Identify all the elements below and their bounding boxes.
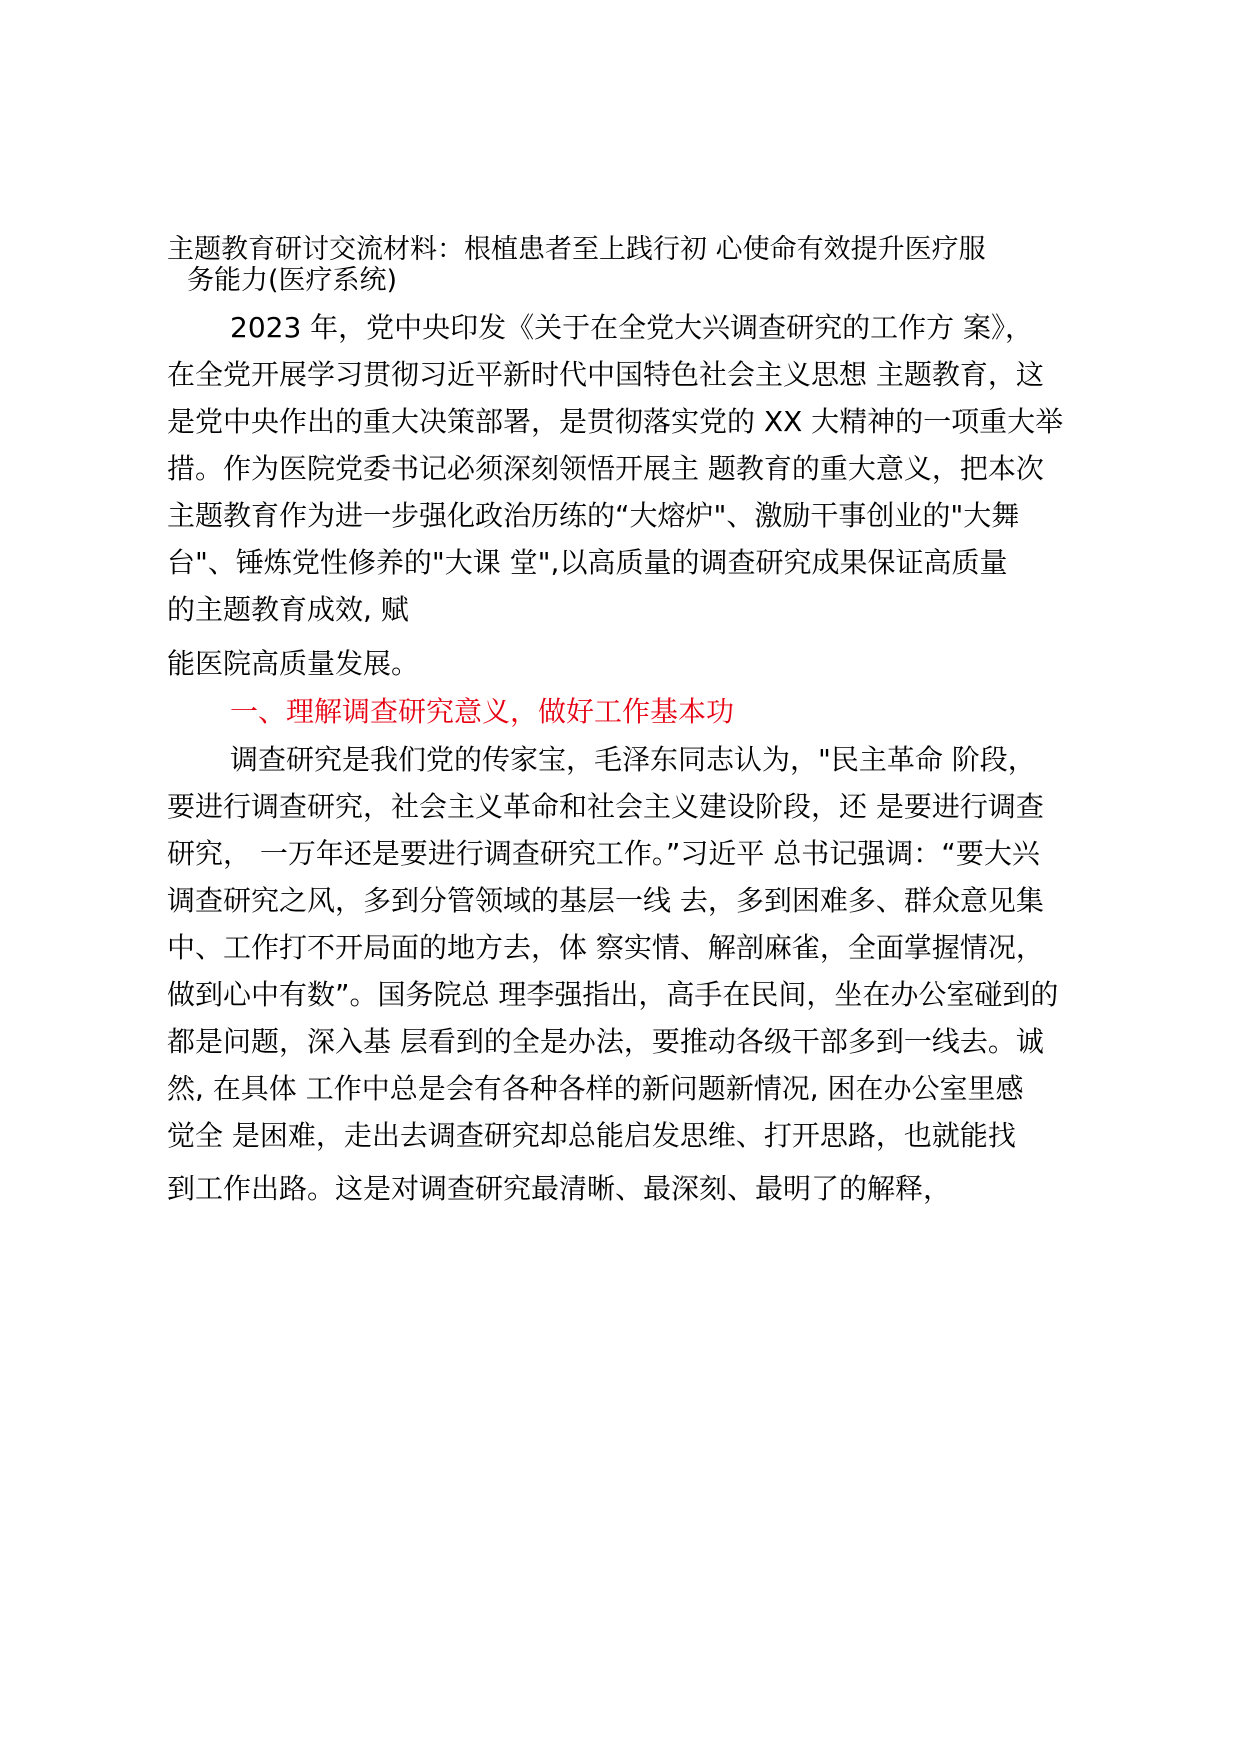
paragraph-line: 台"、锤炼党性修养的"大课 堂",以高质量的调查研究成果保证高质量 (167, 546, 1008, 579)
paragraph-line: 是党中央作出的重大决策部署，是贯彻落实党的 XX 大精神的一项重大举 (167, 405, 1064, 438)
paragraph-line: 主题教育作为进一步强化政治历练的“大熔炉"、激励干事创业的"大舞 (167, 499, 1020, 532)
paragraph-line: 到工作出路。这是对调查研究最清晰、最深刻、最明了的解释， (167, 1172, 952, 1205)
paragraph-line: 能医院高质量发展。 (167, 647, 420, 680)
paragraph-line: 然, 在具体 工作中总是会有各种各样的新问题新情况, 困在办公室里感 (167, 1072, 1024, 1105)
paragraph-line: 在全党开展学习贯彻习近平新时代中国特色社会主义思想 主题教育，这 (167, 358, 1044, 391)
paragraph-line: 研究， 一万年还是要进行调查研究工作。”习近平 总书记强调：“要大兴 (167, 837, 1040, 870)
document-title-line-2: 务能力(医疗系统) (187, 265, 398, 296)
paragraph-line: 中、工作打不开局面的地方去，体 察实情、解剖麻雀，全面掌握情况， (167, 931, 1044, 964)
paragraph-line: 2023 年，党中央印发《关于在全党大兴调查研究的工作方 案》， (230, 311, 1034, 344)
paragraph-line: 调查研究之风，多到分管领域的基层一线 去，多到困难多、群众意见集 (167, 884, 1044, 917)
document-title-line-1: 主题教育研讨交流材料：根植患者至上践行初 心使命有效提升医疗服 (167, 234, 986, 265)
paragraph-line: 调查研究是我们党的传家宝，毛泽东同志认为，"民主革命 阶段， (230, 743, 1036, 776)
paragraph-line: 的主题教育成效, 赋 (167, 593, 409, 626)
paragraph-line: 都是问题，深入基 层看到的全是办法，要推动各级干部多到一线去。诚 (167, 1025, 1044, 1058)
paragraph-line: 措。作为医院党委书记必须深刻领悟开展主 题教育的重大意义，把本次 (167, 452, 1044, 485)
section-heading: 一、理解调查研究意义，做好工作基本功 (230, 695, 735, 728)
paragraph-line: 觉全 是困难，走出去调查研究却总能启发思维、打开思路，也就能找 (167, 1119, 1016, 1152)
paragraph-line: 要进行调查研究，社会主义革命和社会主义建设阶段，还 是要进行调查 (167, 790, 1044, 823)
paragraph-line: 做到心中有数”。国务院总 理李强指出，高手在民间，坐在办公室碰到的 (167, 978, 1059, 1011)
